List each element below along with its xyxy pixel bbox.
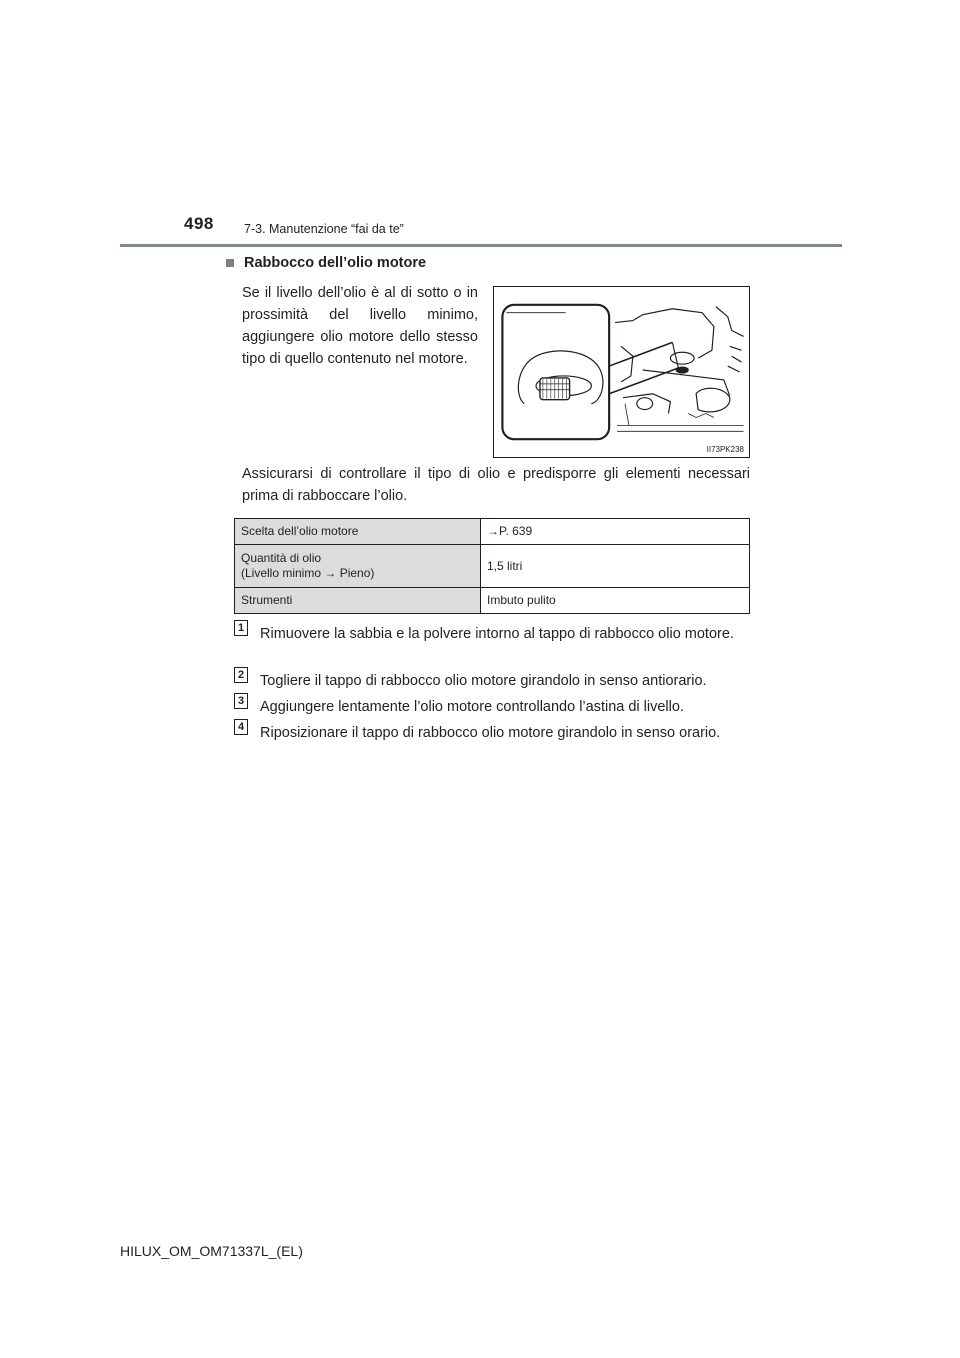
step-number-box: 3 (234, 693, 248, 709)
step-number-box: 2 (234, 667, 248, 683)
oil-info-table (234, 518, 750, 614)
table-row (235, 545, 750, 588)
step-text: Riposizionare il tappo di rabbocco olio motore girandolo in senso orario. (260, 725, 721, 741)
step-number-box: 4 (234, 719, 248, 735)
table-cell-value: 1,5 litri (481, 545, 750, 588)
page-number: 498 (184, 214, 214, 233)
figure-code: II73PK238 (706, 445, 744, 454)
table-row (235, 588, 750, 614)
cell-text: (Livello minimo → Pieno) (241, 566, 375, 580)
table-cell-label (235, 545, 481, 588)
section-heading (226, 255, 426, 271)
step-number-box: 1 (234, 620, 248, 636)
heading-text: Rabbocco dell’olio motore (244, 255, 427, 271)
cell-text: Strumenti (241, 593, 293, 607)
step-text: Rimuovere la sabbia e la polvere intorno al tappo di rabbocco olio motore. (260, 626, 734, 642)
table-cell-label (235, 519, 481, 545)
square-bullet-icon (226, 259, 234, 267)
footer-model-code: HILUX_OM_OM71337L_(EL) (120, 1243, 303, 1259)
engine-illustration-drawing (494, 287, 749, 457)
step-item (234, 670, 750, 692)
table-cell-value: Imbuto pulito (481, 588, 750, 614)
cell-text: Quantità di olio (241, 551, 322, 565)
engine-oil-cap-illustration (493, 286, 750, 458)
preparation-paragraph: Assicurarsi di controllare il tipo di olio e predisporre gli elementi necessari prima di rabboccare l’olio. (242, 466, 750, 504)
step-item (234, 623, 750, 645)
table-row (235, 519, 750, 545)
intro-paragraph: Se il livello dell’olio è al di sotto o in prossimità del livello minimo, aggiungere olio motore dello stesso tipo di quello contenuto nel motore. (242, 285, 478, 367)
cell-text: Scelta dell’olio motore (241, 524, 359, 538)
step-item (234, 722, 750, 744)
table-cell-value: →P. 639 (481, 519, 750, 545)
table-cell-label (235, 588, 481, 614)
header-divider (120, 244, 842, 247)
section-header: 7-3. Manutenzione “fai da te” (244, 222, 404, 236)
step-text: Aggiungere lentamente l’olio motore controllando l’astina di livello. (260, 699, 684, 715)
step-item (234, 696, 750, 718)
step-text: Togliere il tappo di rabbocco olio motore girandolo in senso antiorario. (260, 673, 707, 689)
